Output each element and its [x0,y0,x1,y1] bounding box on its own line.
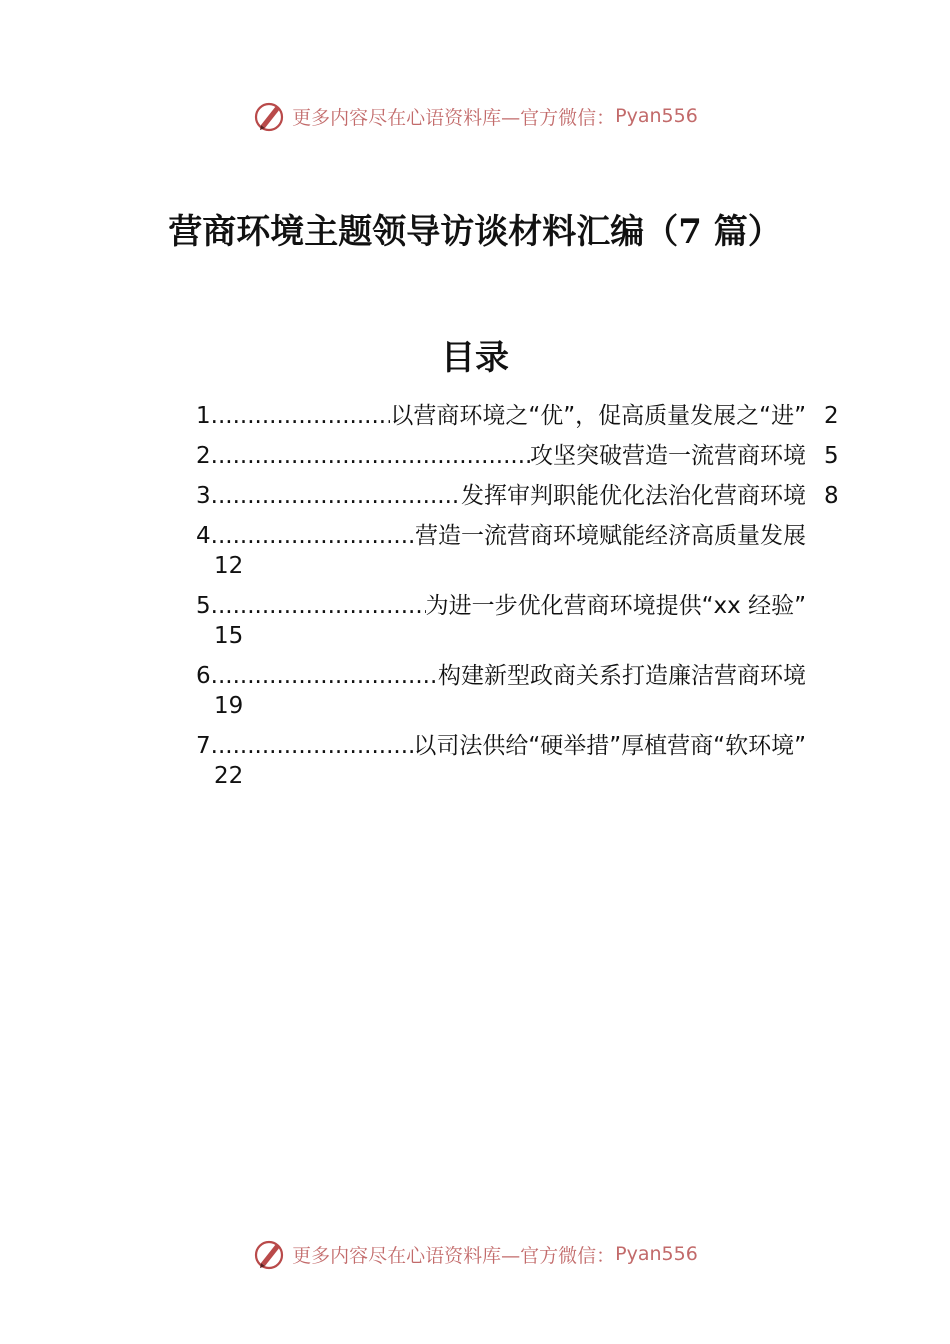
toc-entry-title: 构建新型政商关系打造廉洁营商环境 [438,663,806,689]
toc-entry-page: 12 [214,553,244,579]
watermark-header [0,96,950,136]
toc-entry-number: 3 [196,483,211,509]
toc-entry-page: 15 [214,623,244,649]
toc-entry-title: 发挥审判职能优化法治化营商环境 [461,483,806,509]
toc-leader-dots [211,476,461,516]
toc-entry[interactable] [196,436,846,476]
toc-entry-number: 7 [196,733,211,759]
toc-entry[interactable] [196,726,846,796]
toc-entry-title: 为进一步优化营商环境提供“xx 经验” [425,593,806,619]
toc-entry[interactable] [196,656,846,726]
toc-leader-dots [211,656,438,696]
watermark-footer [0,1234,950,1274]
toc-entry[interactable] [196,476,846,516]
table-of-contents [196,396,846,796]
toc-entry-page: 2 [824,403,839,429]
toc-entry-number: 6 [196,663,211,689]
pen-seal-icon [252,1237,286,1271]
document-title: 营商环境主题领导访谈材料汇编（7 篇） [168,212,782,252]
toc-entry-page: 8 [824,483,839,509]
toc-entry-page: 19 [214,693,244,719]
toc-entry-page: 5 [824,443,839,469]
toc-entry-number: 1 [196,403,211,429]
toc-entry-title: 以营商环境之“优”，促高质量发展之“进” [390,403,806,429]
watermark-wechat-id: Pyan556 [615,105,698,127]
toc-heading: 目录 [441,338,509,378]
toc-entry-title: 攻坚突破营造一流营商环境 [530,443,806,469]
pen-seal-icon [252,99,286,133]
watermark-text: 更多内容尽在心语资料库—官方微信： [292,106,616,129]
toc-entry[interactable] [196,396,846,436]
toc-entry-title: 营造一流营商环境赋能经济高质量发展 [415,523,806,549]
watermark-wechat-id: Pyan556 [615,1243,698,1265]
toc-leader-dots [211,396,391,436]
toc-entry[interactable] [196,516,846,586]
toc-entry-title: 以司法供给“硬举措”厚植营商“软环境” [413,733,806,759]
toc-entry-number: 5 [196,593,211,619]
toc-leader-dots [211,436,530,476]
toc-entry-number: 4 [196,523,211,549]
toc-entry[interactable] [196,586,846,656]
watermark-text: 更多内容尽在心语资料库—官方微信： [292,1244,616,1267]
toc-entry-number: 2 [196,443,211,469]
toc-entry-page: 22 [214,763,244,789]
